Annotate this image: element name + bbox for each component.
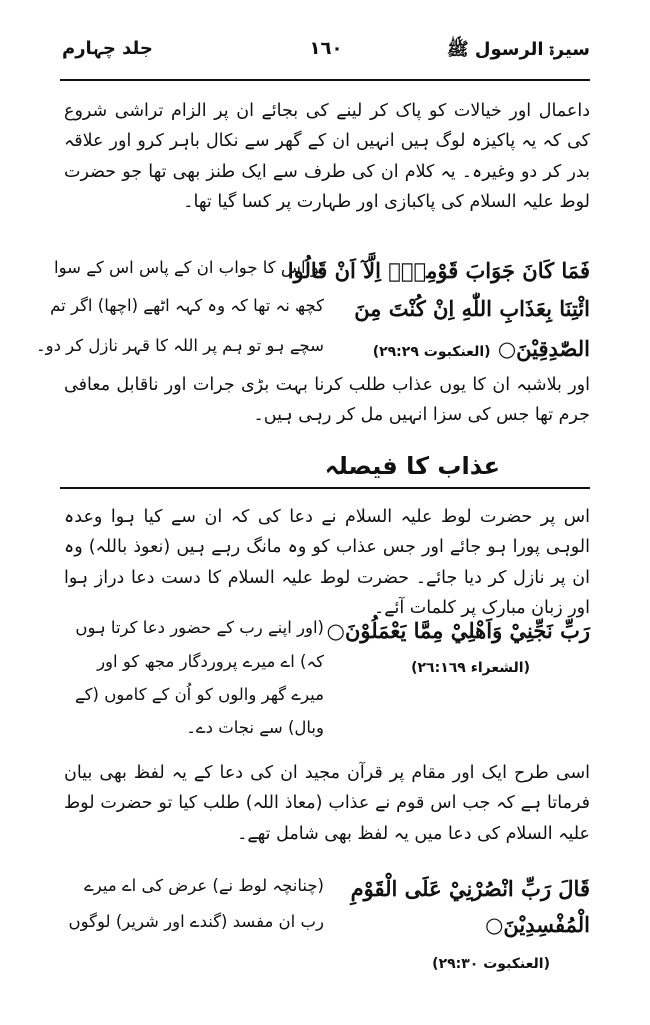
verse3-reference: (العنکبوت ۲۹:۳۰) bbox=[432, 956, 550, 972]
verse2-row1 bbox=[64, 618, 590, 648]
verse3-translation-2: رب ان مفسد (گندے اور شریر) لوگوں bbox=[68, 912, 324, 931]
paragraph-1: داعمال اور خیالات کو پاک کر لینے کی بجائے ان پر الزام تراشی شروع کی کہ یہ پاکیزہ لوگ ہیں انہیں ان کے گھر سے نکال باہر کرو اور علاقہ بدر کر دو وغیرہ۔ یہ کلام ان کی طرف سے ایک طنز بھی تھا جو حضرت لوط علیہ السلام کی پاکبازی اور طہارت پر کسا گیا تھا۔ bbox=[64, 101, 590, 213]
heading-rule-right bbox=[478, 487, 590, 489]
verse1-arabic-2: ائْتِنَا بِعَذَابِ اللّٰهِ اِنْ كُنْتَ مِنَ bbox=[354, 296, 590, 321]
verse1-row2 bbox=[50, 296, 590, 326]
verse2-row4 bbox=[64, 718, 590, 748]
verse2-translation-1: (اور اپنے رب کے حضور دعا کرتا ہوں bbox=[75, 618, 324, 637]
verse1-row3 bbox=[35, 336, 590, 366]
paragraph-2: اور بلاشبہ ان کا یوں عذاب طلب کرنا بہت بڑی جرات اور ناقابل معافی جرم تھا جس کی سزا انہیں مل کر رہی ہیں۔ bbox=[64, 375, 590, 426]
verse1-arabic-3-text: الصّٰدِقِيْنَ○ bbox=[497, 336, 590, 361]
verse2-translation-2: کہ) اے میرے پروردگار مجھ کو اور bbox=[97, 652, 324, 671]
heading-rule-left bbox=[60, 487, 478, 489]
verse1-arabic-3 bbox=[290, 336, 590, 361]
verse3-arabic-1: قَالَ رَبِّ انْصُرْنِيْ عَلَى الْقَوْمِ bbox=[350, 876, 590, 901]
verse1-row1 bbox=[54, 258, 590, 288]
verse2-reference: (الشعراء ۲٦:۱٦۹) bbox=[411, 660, 530, 676]
verse1-reference: (العنکبوت ۲۹:۲۹) bbox=[372, 344, 491, 360]
paragraph-3: اس پر حضرت لوط علیہ السلام نے دعا کی کہ ان سے کیا ہوا وعدہ الوہی پورا ہو جائے اور جس عذاب کو وہ مانگ رہے ہیں (نعوذ باللہ) وہ ان پر نازل کر دیا جائے۔ حضرت لوط علیہ السلام کا دست دعا دراز ہوا اور زبان مبارک پر کلمات آئے۔ bbox=[64, 507, 590, 619]
verse3-row3 bbox=[64, 948, 590, 978]
verse3-translation-1: (چنانچہ لوط نے) عرض کی اے میرے bbox=[84, 876, 324, 895]
verse2-row2 bbox=[64, 652, 590, 682]
verse2-arabic-1: رَبِّ نَجِّنِيْ وَاَهْلِيْ مِمَّا يَعْمَلُوْنَ○ bbox=[326, 618, 590, 643]
verse1-translation-1: تو اس کا جواب ان کے پاس اس کے سوا bbox=[54, 258, 324, 277]
book-title: سیرۃ الرسول ﷺ bbox=[446, 39, 590, 60]
verse2-translation-4: وبال) سے نجات دے۔ bbox=[186, 718, 324, 737]
verse3-row2 bbox=[64, 912, 590, 942]
page-number: ۱٦۰ bbox=[309, 38, 343, 59]
paragraph-4: اسی طرح ایک اور مقام پر قرآن مجید ان کی دعا کے یہ لفظ بھی بیان فرماتا ہے کہ جب اس قوم نے عذاب (معاذ اللہ) طلب کیا تو حضرت لوط علیہ السلام کی دعا میں یہ لفظ بھی شامل تھے۔ bbox=[64, 763, 590, 844]
verse1-arabic-1: فَمَا كَانَ جَوَابَ قَوْمِهٖٓ اِلَّآ اَنْ قَالُوا bbox=[287, 258, 590, 283]
verse3-row1 bbox=[64, 876, 590, 906]
verse1-translation-2: کچھ نہ تھا کہ وہ کہہ اٹھے (اچھا) اگر تم bbox=[50, 296, 324, 315]
running-header bbox=[62, 28, 590, 68]
volume-label: جلد چہارم bbox=[62, 38, 153, 59]
verse2-translation-3: میرے گھر والوں کو اُن کے کاموں (کے bbox=[74, 685, 324, 704]
header-rule bbox=[60, 79, 590, 81]
verse2-row3 bbox=[64, 685, 590, 715]
verse3-arabic-2: الْمُفْسِدِيْنَ○ bbox=[485, 912, 590, 937]
verse1-translation-3: سچے ہو تو ہم پر اللہ کا قہر نازل کر دو۔ bbox=[35, 336, 324, 355]
section-heading: عذاب کا فیصلہ bbox=[324, 452, 500, 480]
